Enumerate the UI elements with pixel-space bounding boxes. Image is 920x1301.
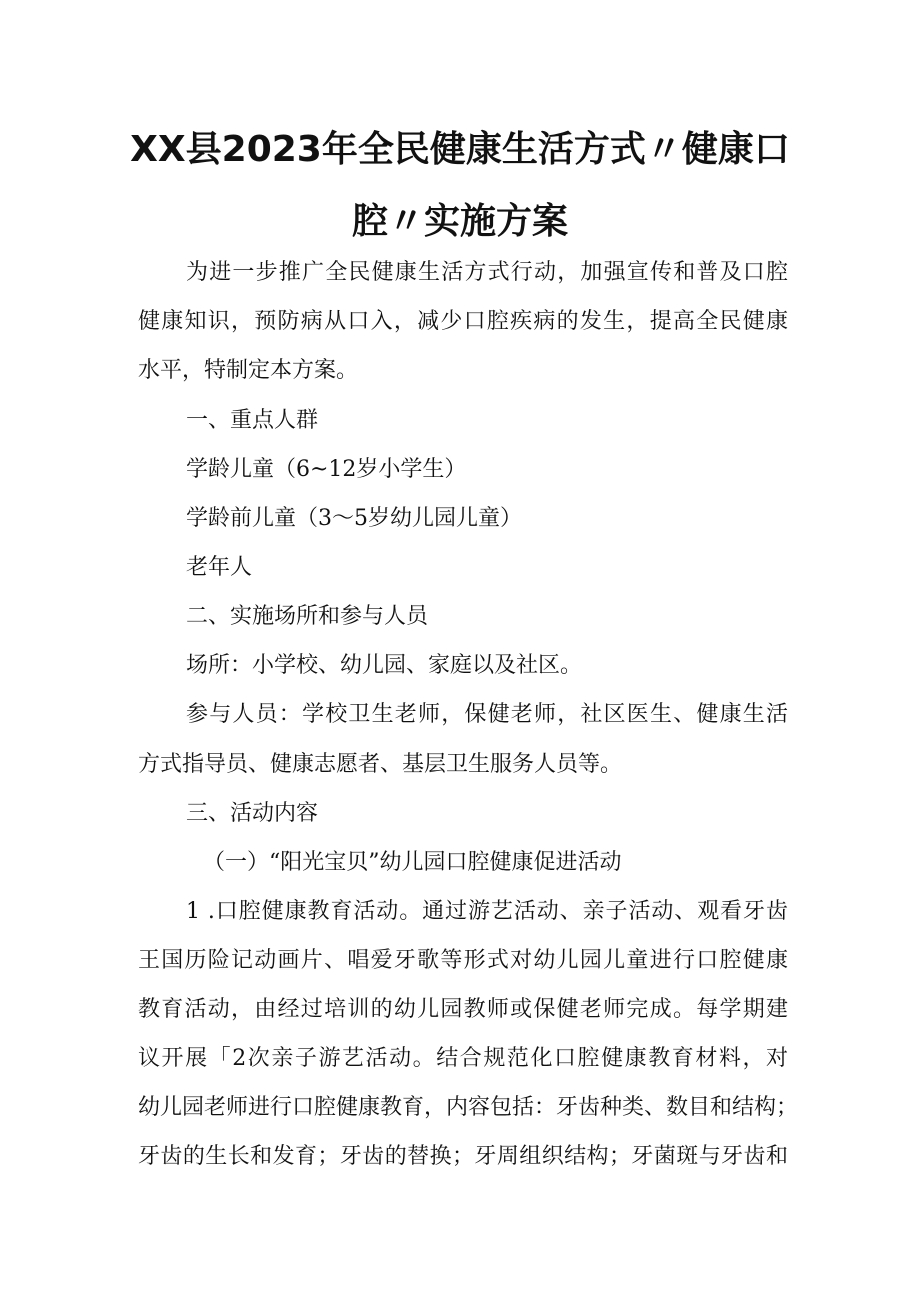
target-group-school-children: 学龄儿童（6~12岁小学生） <box>186 457 467 482</box>
section-2-heading: 二、实施场所和参与人员 <box>186 604 429 629</box>
section-2-participants-line-1: 参与人员：学校卫生老师，保健老师，社区医生、健康生活 <box>186 702 788 727</box>
activity-1-line-4: 议开展「2次亲子游艺活动。结合规范化口腔健康教育材料，对 <box>138 1046 788 1071</box>
section-3-heading: 三、活动内容 <box>186 801 319 826</box>
section-2-places: 场所：小学校、幼儿园、家庭以及社区。 <box>186 653 583 678</box>
activity-1-line-6: 牙齿的生长和发育；牙齿的替换；牙周组织结构；牙菌斑与牙齿和 <box>138 1144 788 1169</box>
intro-paragraph-line-2: 健康知识，预防病从口入，减少口腔疾病的发生，提高全民健康 <box>138 309 788 334</box>
section-1-heading: 一、重点人群 <box>186 408 319 433</box>
intro-paragraph-line-1: 为进一步推广全民健康生活方式行动，加强宣传和普及口腔 <box>186 260 788 285</box>
target-group-elderly: 老年人 <box>186 555 253 580</box>
intro-paragraph-line-3: 水平，特制定本方案。 <box>138 358 359 383</box>
section-3-subheading-1: （一）“阳光宝贝”幼儿园口腔健康促进活动 <box>203 850 622 875</box>
activity-1-line-3: 教育活动，由经过培训的幼儿园教师或保健老师完成。每学期建 <box>138 997 788 1022</box>
activity-1-line-5: 幼儿园老师进行口腔健康教育，内容包括：牙齿种类、数目和结构； <box>138 1095 799 1120</box>
document-title-line-2: 腔〃实施方案 <box>351 201 568 242</box>
target-group-preschool-children: 学龄前儿童（3～5岁幼儿园儿童） <box>186 506 522 531</box>
activity-1-line-2: 王国历险记动画片、唱爱牙歌等形式对幼儿园儿童进行口腔健康 <box>138 948 788 973</box>
document-title-line-1: XX县2023年全民健康生活方式〃健康口 <box>130 129 790 170</box>
section-2-participants-line-2: 方式指导员、健康志愿者、基层卫生服务人员等。 <box>138 752 623 777</box>
activity-1-line-1: 1 .口腔健康教育活动。通过游艺活动、亲子活动、观看牙齿 <box>186 899 788 924</box>
